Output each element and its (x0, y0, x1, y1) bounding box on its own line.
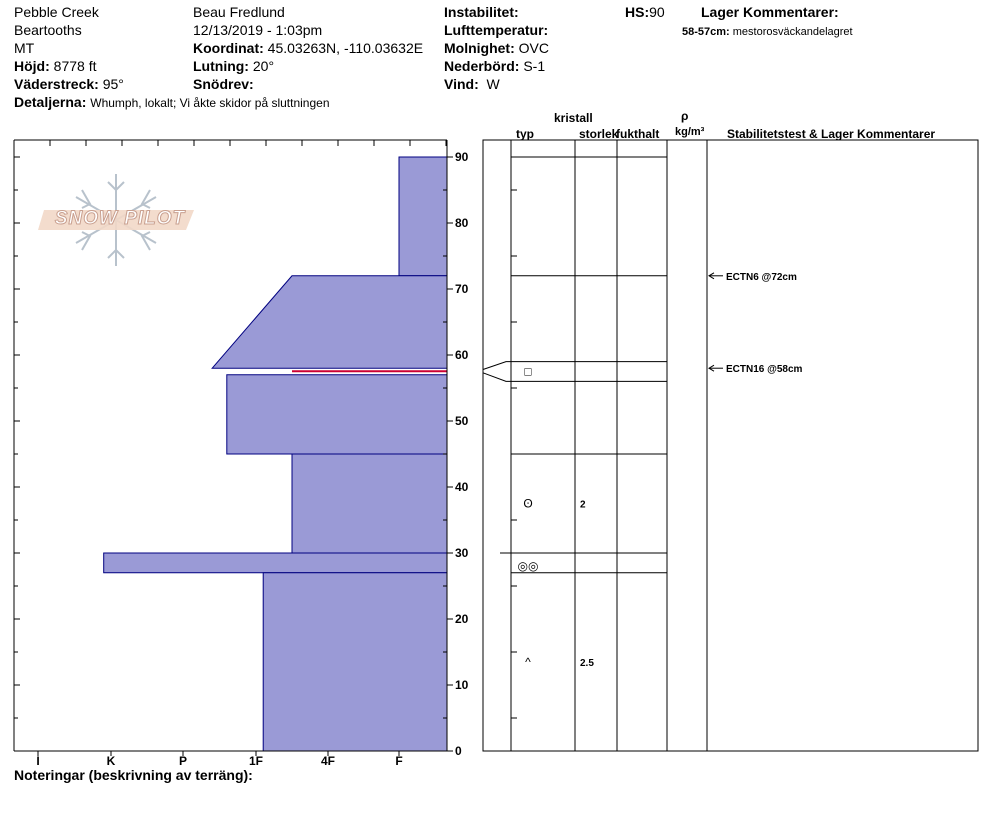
col-kristall: kristall (554, 111, 593, 125)
depth-tick-label: 20 (455, 612, 469, 626)
hardness-tick-label: F (395, 754, 403, 768)
hardness-layer-0 (399, 157, 447, 276)
elevation-value: 8778 ft (53, 58, 97, 74)
hardness-tick-label: P (178, 754, 188, 768)
grain-symbol: □ (524, 364, 532, 379)
depth-tick-label: 50 (455, 414, 469, 428)
col-stability: Stabilitetstest & Lager Kommentarer (727, 127, 936, 141)
depth-tick-label: 80 (455, 216, 469, 230)
slope-label: Lutning: (193, 58, 249, 74)
range: Beartooths (14, 22, 82, 38)
details-label: Detaljerna: (14, 94, 87, 110)
state: MT (14, 40, 35, 56)
depth-tick-label: 10 (455, 678, 469, 692)
grain-size: 2 (580, 499, 586, 511)
col-fukthalt: fukthalt (616, 127, 660, 141)
location: Pebble Creek (14, 4, 99, 20)
datetime: 12/13/2019 - 1:03pm (193, 22, 323, 38)
air-temp-label: Lufttemperatur: (444, 22, 549, 38)
precip-label: Nederbörd: (444, 58, 520, 74)
aspect-value: 95° (102, 76, 124, 92)
details-value: Whumph, lokalt; Vi åkte skidor på sluttningen (90, 96, 330, 110)
stability-test-label: ECTN16 @58cm (726, 364, 803, 376)
col-typ: typ (516, 127, 534, 141)
hardness-layer-6 (263, 573, 447, 751)
hardness-layer-3 (227, 375, 447, 454)
hardness-layer-1 (212, 276, 447, 368)
depth-tick-label: 70 (455, 282, 469, 296)
sky-value: OVC (518, 40, 549, 56)
grain-symbol: ◎◎ (517, 559, 539, 574)
depth-tick-label: 40 (455, 480, 469, 494)
precip-value: S-1 (523, 58, 546, 74)
grain-symbol: ʘ (523, 496, 533, 511)
elevation-label: Höjd: (14, 58, 50, 74)
hardness-tick-label: K (106, 754, 116, 768)
stability-test-label: ECTN6 @72cm (726, 271, 797, 283)
coord-value: 45.03263N, -110.03632E (267, 40, 424, 56)
hardness-tick-label: I (36, 754, 40, 768)
layer-comment-depth: 58-57cm: (682, 26, 730, 38)
layer-table-frame (483, 140, 978, 751)
wind-loading-label: Snödrev: (193, 76, 254, 92)
hardness-tick-label: 1F (248, 754, 264, 768)
observer: Beau Fredlund (193, 4, 285, 20)
hardness-layer-5 (104, 553, 447, 573)
hs-value: 90 (649, 4, 665, 20)
depth-tick-label: 0 (455, 744, 462, 758)
notes-label: Noteringar (beskrivning av terräng): (14, 767, 253, 783)
col-storlek: storlek (579, 127, 619, 141)
grain-symbol: ^ (525, 654, 531, 669)
wind-value: W (486, 76, 500, 92)
col-density-unit: kg/m³ (675, 126, 705, 138)
layer-comments-label: Lager Kommentarer: (701, 4, 839, 20)
layer-comment-text: mestorosväckandelagret (732, 26, 853, 38)
aspect-label: Väderstreck: (14, 76, 99, 92)
grain-size: 2.5 (580, 657, 594, 669)
hardness-tick-label: 4F (320, 754, 336, 768)
instability-label: Instabilitet: (444, 4, 519, 20)
logo-text: SNOW PILOT (54, 208, 186, 229)
slope-value: 20° (252, 58, 275, 74)
depth-tick-label: 60 (455, 348, 469, 362)
coord-label: Koordinat: (193, 40, 264, 56)
boundary-connector (483, 373, 511, 382)
wind-label: Vind: (444, 76, 479, 92)
boundary-connector (483, 362, 511, 370)
col-rho: ρ (681, 109, 689, 123)
hardness-layer-4 (292, 454, 447, 553)
depth-tick-label: 90 (455, 150, 469, 164)
hs-label: HS: (625, 4, 650, 20)
depth-tick-label: 30 (455, 546, 469, 560)
sky-label: Molnighet: (444, 40, 515, 56)
